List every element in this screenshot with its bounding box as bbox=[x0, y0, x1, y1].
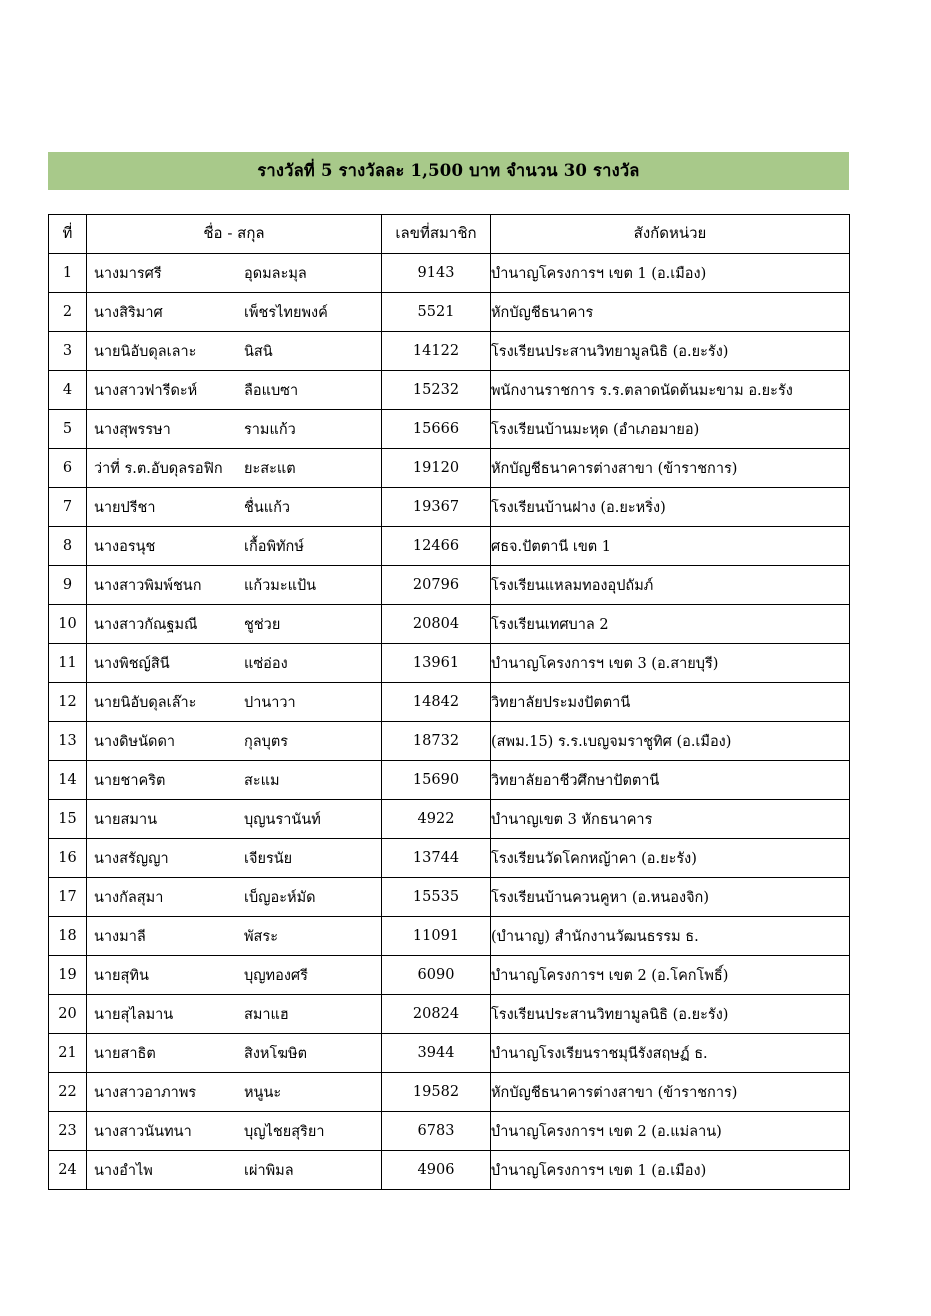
column-header-name bbox=[87, 215, 382, 254]
member-name-cell bbox=[87, 527, 382, 566]
row-index-cell: 6 bbox=[49, 449, 87, 488]
row-index-cell: 14 bbox=[49, 761, 87, 800]
member-given-name: ว่าที่ ร.ต.อับดุลรอฟิก bbox=[94, 460, 223, 477]
member-name-inner bbox=[87, 925, 381, 948]
member-family-name: บุญทองศรี bbox=[244, 967, 308, 984]
member-name-inner bbox=[87, 886, 381, 909]
member-name-cell bbox=[87, 566, 382, 605]
affiliation-unit-cell: วิทยาลัยอาชีวศึกษาปัตตานี bbox=[491, 761, 850, 800]
member-name-inner bbox=[87, 652, 381, 675]
row-index-cell: 19 bbox=[49, 956, 87, 995]
affiliation-unit-cell: (บำนาญ) สำนักงานวัฒนธรรม ธ. bbox=[491, 917, 850, 956]
member-given-name: นางสาวนันทนา bbox=[94, 1123, 192, 1140]
member-number-cell: 20804 bbox=[382, 605, 491, 644]
table-row bbox=[49, 1073, 850, 1112]
table-row bbox=[49, 1112, 850, 1151]
table-row bbox=[49, 839, 850, 878]
affiliation-unit-cell: โรงเรียนประสานวิทยามูลนิธิ (อ.ยะรัง) bbox=[491, 332, 850, 371]
row-index-cell: 12 bbox=[49, 683, 87, 722]
column-header-unit-label: สังกัดหน่วย bbox=[633, 224, 707, 243]
table-row bbox=[49, 722, 850, 761]
member-number-cell: 6090 bbox=[382, 956, 491, 995]
member-family-name: ลือแบซา bbox=[244, 382, 299, 399]
row-index-cell: 7 bbox=[49, 488, 87, 527]
member-given-name: นางอำไพ bbox=[94, 1162, 153, 1179]
member-number-cell: 12466 bbox=[382, 527, 491, 566]
row-index-cell: 16 bbox=[49, 839, 87, 878]
member-name-inner bbox=[87, 847, 381, 870]
member-given-name: นายนิอับดุลเลาะ bbox=[94, 343, 197, 360]
member-family-name: พัสระ bbox=[244, 928, 278, 945]
affiliation-unit-cell: บำนาญโครงการฯ เขต 2 (อ.แม่ลาน) bbox=[491, 1112, 850, 1151]
prize-banner bbox=[48, 152, 849, 190]
member-name-inner bbox=[87, 340, 381, 363]
member-family-name: บุญไชยสุริยา bbox=[244, 1123, 325, 1140]
member-given-name: นายสุไลมาน bbox=[94, 1006, 174, 1023]
member-name-cell bbox=[87, 1034, 382, 1073]
member-given-name: นางพิชญ์สินี bbox=[94, 655, 170, 672]
affiliation-unit-cell: ศธจ.ปัตตานี เขต 1 bbox=[491, 527, 850, 566]
affiliation-unit-cell: (สพม.15) ร.ร.เบญจมราชูทิศ (อ.เมือง) bbox=[491, 722, 850, 761]
member-number-cell: 9143 bbox=[382, 254, 491, 293]
affiliation-unit-cell: โรงเรียนเทศบาล 2 bbox=[491, 605, 850, 644]
row-index-cell: 23 bbox=[49, 1112, 87, 1151]
affiliation-unit-cell: โรงเรียนวัดโคกหญ้าคา (อ.ยะรัง) bbox=[491, 839, 850, 878]
table-row bbox=[49, 800, 850, 839]
member-name-inner bbox=[87, 613, 381, 636]
member-name-cell bbox=[87, 917, 382, 956]
member-name-inner bbox=[87, 379, 381, 402]
member-family-name: กุลบุตร bbox=[244, 733, 289, 750]
member-family-name: เพ็ชรไทยพงค์ bbox=[244, 304, 328, 321]
member-family-name: สะแม bbox=[244, 772, 280, 789]
table-header-row bbox=[49, 215, 850, 254]
member-given-name: นางดิษนัดดา bbox=[94, 733, 175, 750]
member-name-inner bbox=[87, 1042, 381, 1065]
member-family-name: นิสนิ bbox=[244, 343, 273, 360]
member-number-cell: 15232 bbox=[382, 371, 491, 410]
affiliation-unit-cell: บำนาญโรงเรียนราชมุนีรังสฤษฏ์ ธ. bbox=[491, 1034, 850, 1073]
member-family-name: หนูนะ bbox=[244, 1084, 282, 1101]
member-given-name: นายชาคริต bbox=[94, 772, 166, 789]
member-family-name: เผ่าพิมล bbox=[244, 1162, 294, 1179]
member-family-name: แก้วมะแป้น bbox=[244, 577, 317, 594]
member-given-name: นายสุทิน bbox=[94, 967, 149, 984]
row-index-cell: 3 bbox=[49, 332, 87, 371]
affiliation-unit-cell: บำนาญโครงการฯ เขต 3 (อ.สายบุรี) bbox=[491, 644, 850, 683]
member-number-cell: 4906 bbox=[382, 1151, 491, 1190]
member-name-cell bbox=[87, 995, 382, 1034]
affiliation-unit-cell: พนักงานราชการ ร.ร.ตลาดนัดต้นมะขาม อ.ยะรัง bbox=[491, 371, 850, 410]
row-index-cell: 20 bbox=[49, 995, 87, 1034]
affiliation-unit-cell: หักบัญชีธนาคารต่างสาขา (ข้าราชการ) bbox=[491, 449, 850, 488]
table-row bbox=[49, 995, 850, 1034]
row-index-cell: 15 bbox=[49, 800, 87, 839]
member-given-name: นางสาวอาภาพร bbox=[94, 1084, 197, 1101]
member-number-cell: 19367 bbox=[382, 488, 491, 527]
member-name-cell bbox=[87, 800, 382, 839]
prize-table-header bbox=[49, 215, 850, 254]
row-index-cell: 13 bbox=[49, 722, 87, 761]
member-number-cell: 11091 bbox=[382, 917, 491, 956]
member-number-cell: 5521 bbox=[382, 293, 491, 332]
member-name-cell bbox=[87, 1073, 382, 1112]
member-number-cell: 19120 bbox=[382, 449, 491, 488]
member-name-cell bbox=[87, 293, 382, 332]
member-family-name: บุญนรานันท์ bbox=[244, 811, 321, 828]
row-index-cell: 2 bbox=[49, 293, 87, 332]
row-index-cell: 1 bbox=[49, 254, 87, 293]
affiliation-unit-cell: โรงเรียนบ้านควนคูหา (อ.หนองจิก) bbox=[491, 878, 850, 917]
affiliation-unit-cell: วิทยาลัยประมงปัตตานี bbox=[491, 683, 850, 722]
member-name-inner bbox=[87, 1081, 381, 1104]
member-family-name: ชูช่วย bbox=[244, 616, 281, 633]
member-number-cell: 14122 bbox=[382, 332, 491, 371]
member-family-name: ชื่นแก้ว bbox=[244, 499, 291, 516]
table-row bbox=[49, 527, 850, 566]
row-index-cell: 11 bbox=[49, 644, 87, 683]
member-name-inner bbox=[87, 262, 381, 285]
member-number-cell: 20796 bbox=[382, 566, 491, 605]
member-number-cell: 4922 bbox=[382, 800, 491, 839]
member-given-name: นางสุพรรษา bbox=[94, 421, 171, 438]
row-index-cell: 9 bbox=[49, 566, 87, 605]
table-row bbox=[49, 410, 850, 449]
table-row bbox=[49, 761, 850, 800]
row-index-cell: 21 bbox=[49, 1034, 87, 1073]
member-name-cell bbox=[87, 254, 382, 293]
member-given-name: นางสาวกัณฐมณี bbox=[94, 616, 198, 633]
member-given-name: นางสาวพิมพ์ชนก bbox=[94, 577, 202, 594]
prize-table-container bbox=[48, 214, 849, 1190]
member-number-cell: 15666 bbox=[382, 410, 491, 449]
member-family-name: เจียรนัย bbox=[244, 850, 293, 867]
member-name-inner bbox=[87, 1120, 381, 1143]
prize-table-body bbox=[49, 254, 850, 1190]
member-name-cell bbox=[87, 410, 382, 449]
member-family-name: เบ็ญอะห์มัด bbox=[244, 889, 316, 906]
member-name-cell bbox=[87, 605, 382, 644]
table-row bbox=[49, 449, 850, 488]
member-given-name: นางอรนุช bbox=[94, 538, 156, 555]
member-name-inner bbox=[87, 691, 381, 714]
member-name-cell bbox=[87, 1151, 382, 1190]
member-name-cell bbox=[87, 878, 382, 917]
row-index-cell: 24 bbox=[49, 1151, 87, 1190]
member-name-cell bbox=[87, 332, 382, 371]
member-name-inner bbox=[87, 808, 381, 831]
member-given-name: นายนิอับดุลเล๊าะ bbox=[94, 694, 197, 711]
member-given-name: นางกัลสุมา bbox=[94, 889, 164, 906]
member-family-name: ยะสะแต bbox=[244, 460, 296, 477]
prize-table bbox=[48, 214, 850, 1190]
member-family-name: อุดมละมุล bbox=[244, 265, 307, 282]
table-row bbox=[49, 332, 850, 371]
member-family-name: รามแก้ว bbox=[244, 421, 296, 438]
row-index-cell: 10 bbox=[49, 605, 87, 644]
member-given-name: นางมารศรี bbox=[94, 265, 162, 282]
member-name-inner bbox=[87, 1003, 381, 1026]
member-given-name: นางมาลี bbox=[94, 928, 146, 945]
table-row bbox=[49, 1151, 850, 1190]
member-given-name: นายสาธิต bbox=[94, 1045, 156, 1062]
column-header-member-no bbox=[382, 215, 491, 254]
table-row bbox=[49, 371, 850, 410]
member-number-cell: 13744 bbox=[382, 839, 491, 878]
row-index-cell: 18 bbox=[49, 917, 87, 956]
row-index-cell: 5 bbox=[49, 410, 87, 449]
prize-banner-title: รางวัลที่ 5 รางวัลละ 1,500 บาท จำนวน 30 รางวัล bbox=[257, 160, 640, 180]
table-row bbox=[49, 644, 850, 683]
member-number-cell: 13961 bbox=[382, 644, 491, 683]
table-row bbox=[49, 293, 850, 332]
table-row bbox=[49, 488, 850, 527]
column-header-unit bbox=[491, 215, 850, 254]
member-family-name: แซ่อ่อง bbox=[244, 655, 288, 672]
table-row bbox=[49, 605, 850, 644]
table-row bbox=[49, 956, 850, 995]
member-family-name: เกื้อพิทักษ์ bbox=[244, 538, 304, 555]
affiliation-unit-cell: โรงเรียนประสานวิทยามูลนิธิ (อ.ยะรัง) bbox=[491, 995, 850, 1034]
member-name-cell bbox=[87, 449, 382, 488]
table-row bbox=[49, 1034, 850, 1073]
member-name-cell bbox=[87, 683, 382, 722]
row-index-cell: 17 bbox=[49, 878, 87, 917]
member-name-inner bbox=[87, 769, 381, 792]
member-name-inner bbox=[87, 301, 381, 324]
member-name-inner bbox=[87, 418, 381, 441]
member-name-cell bbox=[87, 488, 382, 527]
member-name-inner bbox=[87, 535, 381, 558]
table-row bbox=[49, 917, 850, 956]
member-family-name: ปานาวา bbox=[244, 694, 296, 711]
member-given-name: นางสาวฟารีดะห์ bbox=[94, 382, 198, 399]
affiliation-unit-cell: โรงเรียนบ้านฝาง (อ.ยะหริ่ง) bbox=[491, 488, 850, 527]
member-number-cell: 20824 bbox=[382, 995, 491, 1034]
affiliation-unit-cell: หักบัญชีธนาคาร bbox=[491, 293, 850, 332]
affiliation-unit-cell: โรงเรียนบ้านมะหุด (อำเภอมายอ) bbox=[491, 410, 850, 449]
row-index-cell: 8 bbox=[49, 527, 87, 566]
affiliation-unit-cell: บำนาญโครงการฯ เขต 1 (อ.เมือง) bbox=[491, 254, 850, 293]
member-name-cell bbox=[87, 761, 382, 800]
member-name-inner bbox=[87, 730, 381, 753]
column-header-no bbox=[49, 215, 87, 254]
member-number-cell: 3944 bbox=[382, 1034, 491, 1073]
member-name-inner bbox=[87, 574, 381, 597]
table-row bbox=[49, 254, 850, 293]
row-index-cell: 4 bbox=[49, 371, 87, 410]
member-number-cell: 6783 bbox=[382, 1112, 491, 1151]
row-index-cell: 22 bbox=[49, 1073, 87, 1112]
member-number-cell: 14842 bbox=[382, 683, 491, 722]
affiliation-unit-cell: หักบัญชีธนาคารต่างสาขา (ข้าราชการ) bbox=[491, 1073, 850, 1112]
member-name-cell bbox=[87, 644, 382, 683]
member-number-cell: 15690 bbox=[382, 761, 491, 800]
affiliation-unit-cell: บำนาญโครงการฯ เขต 1 (อ.เมือง) bbox=[491, 1151, 850, 1190]
column-header-name-label: ชื่อ - สกุล bbox=[203, 224, 265, 243]
member-name-inner bbox=[87, 457, 381, 480]
member-given-name: นางสิริมาศ bbox=[94, 304, 163, 321]
member-family-name: สมาแฮ bbox=[244, 1006, 289, 1023]
member-given-name: นางสรัญญา bbox=[94, 850, 169, 867]
column-header-no-label: ที่ bbox=[62, 224, 73, 243]
member-number-cell: 19582 bbox=[382, 1073, 491, 1112]
member-name-cell bbox=[87, 839, 382, 878]
member-name-cell bbox=[87, 1112, 382, 1151]
affiliation-unit-cell: โรงเรียนแหลมทองอุปถัมภ์ bbox=[491, 566, 850, 605]
member-name-cell bbox=[87, 956, 382, 995]
table-row bbox=[49, 878, 850, 917]
member-name-cell bbox=[87, 371, 382, 410]
member-name-cell bbox=[87, 722, 382, 761]
member-family-name: สิงหโฆษิต bbox=[244, 1045, 308, 1062]
member-name-inner bbox=[87, 496, 381, 519]
table-row bbox=[49, 683, 850, 722]
member-name-inner bbox=[87, 1159, 381, 1182]
member-name-inner bbox=[87, 964, 381, 987]
member-number-cell: 18732 bbox=[382, 722, 491, 761]
member-given-name: นายสมาน bbox=[94, 811, 158, 828]
member-number-cell: 15535 bbox=[382, 878, 491, 917]
table-row bbox=[49, 566, 850, 605]
member-given-name: นายปรีชา bbox=[94, 499, 156, 516]
column-header-member-no-label: เลขที่สมาชิก bbox=[395, 224, 477, 243]
affiliation-unit-cell: บำนาญโครงการฯ เขต 2 (อ.โคกโพธิ์) bbox=[491, 956, 850, 995]
affiliation-unit-cell: บำนาญเขต 3 หักธนาคาร bbox=[491, 800, 850, 839]
